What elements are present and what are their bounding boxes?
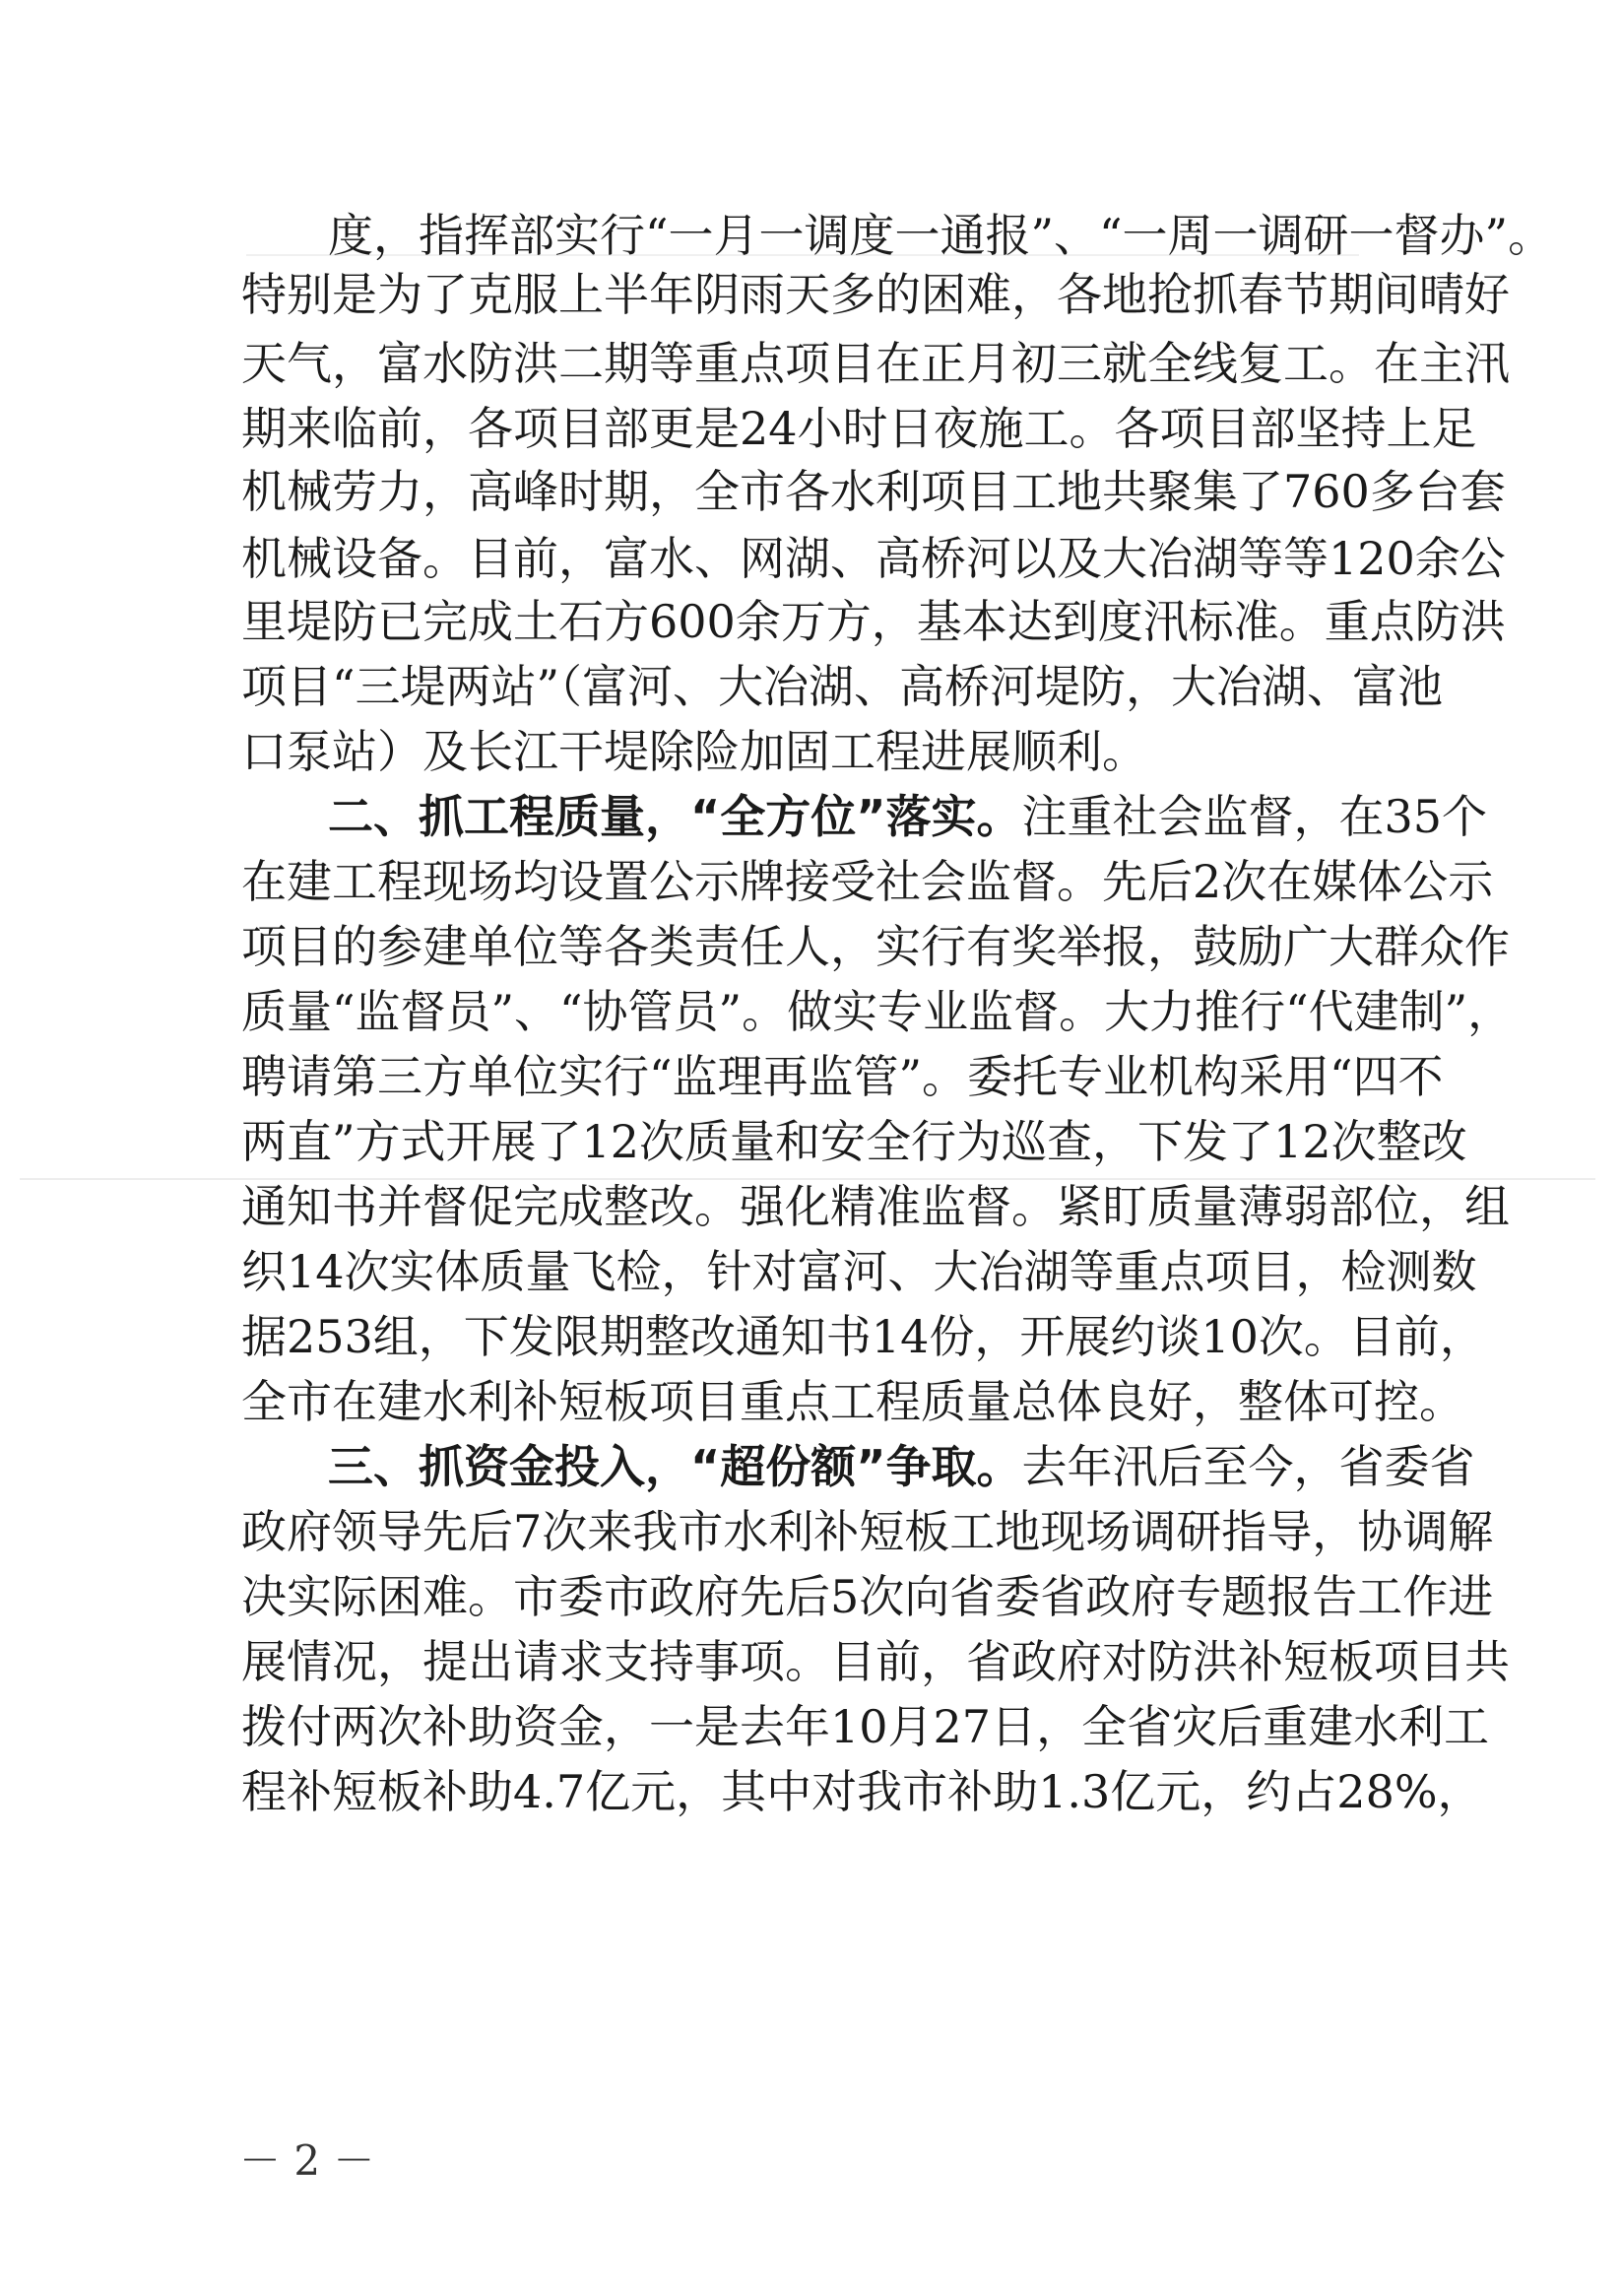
text-line: 口泵站）及长江干堤除险加固工程进展顺利。 [241,725,1147,778]
text-line: 期来临前，各项目部更是24小时日夜施工。各项目部坚持上足 [241,402,1477,455]
text-line: 政府领导先后7次来我市水利补短板工地现场调研指导，协调解 [241,1505,1494,1558]
text-line: 通知书并督促完成整改。强化精准监督。紧盯质量薄弱部位，组 [241,1180,1510,1233]
text-line: 拨付两次补助资金，一是去年10月27日，全省灾后重建水利工 [241,1700,1490,1753]
text-line: 据253组，下发限期整改通知书14份，开展约谈10次。目前， [241,1310,1485,1363]
text-span: 去年汛后至今，省委省 [1021,1440,1475,1493]
text-line: 决实际困难。市委市政府先后5次向省委省政府专题报告工作进 [241,1570,1494,1623]
section-heading-line [328,788,1488,845]
text-line: 两直”方式开展了12次质量和安全行为巡查，下发了12次整改 [241,1115,1467,1168]
text-line: 天气，富水防洪二期等重点项目在正月初三就全线复工。在主汛 [241,337,1510,390]
section-heading-line [328,1438,1475,1495]
text-line: 在建工程现场均设置公示牌接受社会监督。先后2次在媒体公示 [241,855,1494,908]
text-line: 项目的参建单位等各类责任人，实行有奖举报，鼓励广大群众作 [241,920,1510,973]
section-heading: 三、抓资金投入，“超份额”争取。 [328,1440,1022,1493]
section-subheading: 注重社会监督， [1021,790,1339,843]
text-line: 特别是为了克服上半年阴雨天多的困难，各地抢抓春节期间晴好 [241,268,1510,321]
text-line: 全市在建水利补短板项目重点工程质量总体良好，整体可控。 [241,1375,1464,1428]
text-line: 机械设备。目前，富水、网湖、高桥河以及大冶湖等等120余公 [241,532,1506,585]
text-line: 聘请第三方单位实行“监理再监管”。委托专业机构采用“四不 [241,1050,1444,1103]
text-line: 度，指挥部实行“一月一调度一通报”、“一周一调研一督办”。 [328,209,1554,262]
page-number: － 2 － [239,2136,375,2185]
text-line: 里堤防已完成土石方600余万方，基本达到度汛标准。重点防洪 [241,595,1506,648]
text-line: 项目“三堤两站”（富河、大冶湖、高桥河堤防，大冶湖、富池 [241,660,1444,713]
text-line: 质量“监督员”、“协管员”。做实专业监督。大力推行“代建制”， [241,985,1514,1038]
text-line: 机械劳力，高峰时期，全市各水利项目工地共聚集了760多台套 [241,465,1506,518]
section-heading: 二、抓工程质量，“全方位”落实。 [328,790,1022,843]
text-line: 程补短板补助4.7亿元，其中对我市补助1.3亿元，约占28%， [241,1765,1483,1818]
text-span: 在35个 [1338,790,1488,843]
text-line: 织14次实体质量飞检，针对富河、大冶湖等重点项目，检测数 [241,1245,1477,1298]
text-line: 展情况，提出请求支持事项。目前，省政府对防洪补短板项目共 [241,1635,1510,1688]
